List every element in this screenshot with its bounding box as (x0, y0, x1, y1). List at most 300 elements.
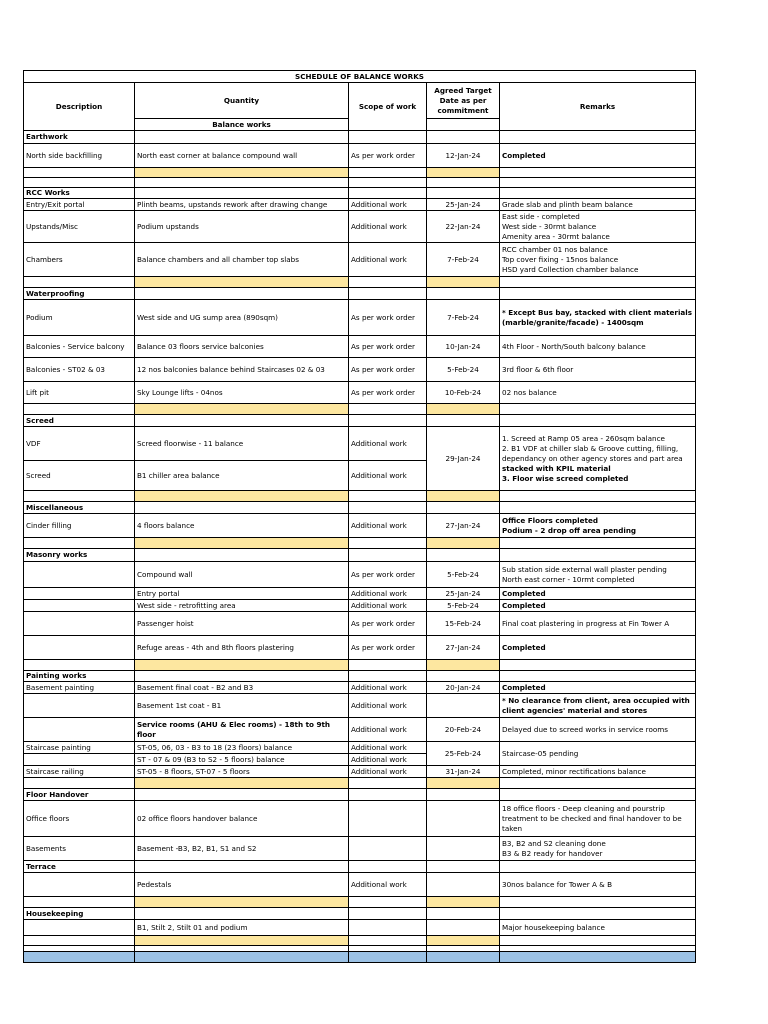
row-quantity: Basement -B3, B2, B1, S1 and S2 (135, 837, 349, 861)
highlight-spacer-row (24, 778, 696, 789)
section-row (24, 549, 696, 562)
empty-cell (135, 789, 349, 801)
row-scope (349, 920, 427, 936)
table-row (24, 766, 696, 778)
empty-cell (427, 502, 500, 514)
row-description (24, 694, 135, 718)
empty-cell (349, 404, 427, 415)
row-scope: Additional work (349, 742, 427, 754)
empty-cell (135, 404, 349, 415)
empty-cell (349, 277, 427, 288)
row-remarks (500, 766, 696, 778)
section-title: Waterproofing (24, 288, 135, 300)
row-quantity: Passenger hoist (135, 612, 349, 636)
row-description (24, 873, 135, 897)
table-row (24, 600, 696, 612)
empty-cell (500, 789, 696, 801)
empty-cell (427, 789, 500, 801)
schedule-title: SCHEDULE OF BALANCE WORKS (24, 71, 696, 83)
remark-line: RCC chamber 01 nos balance (502, 244, 608, 254)
section-title: Earthwork (24, 131, 135, 144)
remark-line: 02 nos balance (502, 387, 557, 397)
empty-cell (427, 178, 500, 188)
empty-cell (135, 952, 349, 963)
row-description: North side backfilling (24, 144, 135, 168)
row-description (24, 636, 135, 660)
row-target-date: 10-Jan-24 (427, 336, 500, 358)
remark-line: (marble/granite/facade) - 1400sqm (502, 317, 644, 327)
remark-line: HSD yard Collection chamber balance (502, 264, 639, 274)
row-quantity: 4 floors balance (135, 514, 349, 538)
row-description: Podium (24, 300, 135, 336)
row-quantity: ST - 07 & 09 (B3 to S2 - 5 floors) balance (135, 754, 349, 766)
section-row (24, 789, 696, 801)
row-quantity: North east corner at balance compound wall (135, 144, 349, 168)
row-scope: Additional work (349, 514, 427, 538)
row-description (24, 612, 135, 636)
table-row (24, 300, 696, 336)
row-target-date: 25-Jan-24 (427, 199, 500, 211)
empty-cell (135, 178, 349, 188)
table-row (24, 920, 696, 936)
remark-line: Completed (502, 642, 546, 652)
empty-cell (135, 131, 349, 144)
empty-cell (135, 778, 349, 789)
empty-cell (349, 778, 427, 789)
remark-line: Delayed due to screed works in service rooms (502, 724, 669, 734)
table-row (24, 612, 696, 636)
remark-line: * No clearance from client, area occupied with (502, 695, 690, 705)
row-description: Cinder filling (24, 514, 135, 538)
section-row (24, 288, 696, 300)
empty-cell (349, 908, 427, 920)
table-row (24, 199, 696, 211)
remark-line: B3, B2 and S2 cleaning done (502, 838, 606, 848)
empty-cell (427, 936, 500, 946)
empty-cell (427, 861, 500, 873)
schedule-table (23, 70, 696, 963)
empty-cell (500, 549, 696, 562)
remark-line: Completed (502, 600, 546, 610)
subheader-date-spacer (427, 119, 500, 131)
empty-cell (24, 936, 135, 946)
empty-cell (135, 671, 349, 682)
row-remarks (500, 336, 696, 358)
row-remarks (500, 837, 696, 861)
table-row (24, 718, 696, 742)
row-target-date: 10-Feb-24 (427, 382, 500, 404)
row-remarks (500, 588, 696, 600)
empty-cell (24, 952, 135, 963)
row-description: Entry/Exit portal (24, 199, 135, 211)
footer-band-row (24, 952, 696, 963)
table-row (24, 211, 696, 243)
row-scope: Additional work (349, 427, 427, 461)
row-scope: As per work order (349, 382, 427, 404)
empty-cell (500, 404, 696, 415)
empty-cell (427, 549, 500, 562)
row-description: Chambers (24, 243, 135, 277)
highlight-spacer-row (24, 491, 696, 502)
row-target-date: 5-Feb-24 (427, 562, 500, 588)
empty-cell (349, 861, 427, 873)
highlight-spacer-row (24, 168, 696, 178)
row-target-date: 20-Jan-24 (427, 682, 500, 694)
empty-cell (427, 778, 500, 789)
empty-cell (349, 168, 427, 178)
row-scope: Additional work (349, 694, 427, 718)
empty-cell (500, 952, 696, 963)
empty-cell (24, 404, 135, 415)
section-row (24, 671, 696, 682)
row-quantity: ST-05 - 8 floors, ST-07 - 5 floors (135, 766, 349, 778)
row-remarks (500, 358, 696, 382)
row-quantity: West side - retrofitting area (135, 600, 349, 612)
remark-line: treatment to be checked and final handover to be (502, 813, 682, 823)
table-row (24, 742, 696, 754)
empty-cell (135, 288, 349, 300)
empty-cell (135, 188, 349, 199)
empty-cell (500, 671, 696, 682)
empty-cell (500, 415, 696, 427)
empty-cell (427, 288, 500, 300)
section-row (24, 188, 696, 199)
row-target-date: 31-Jan-24 (427, 766, 500, 778)
row-scope: Additional work (349, 682, 427, 694)
row-quantity: B1, Stilt 2, Stilt 01 and podium (135, 920, 349, 936)
empty-cell (24, 778, 135, 789)
empty-cell (135, 277, 349, 288)
row-quantity: 12 nos balconies balance behind Staircases 02 & 03 (135, 358, 349, 382)
row-description (24, 588, 135, 600)
empty-cell (500, 778, 696, 789)
row-remarks (500, 801, 696, 837)
row-quantity: Basement 1st coat - B1 (135, 694, 349, 718)
section-title: Floor Handover (24, 789, 135, 801)
table-row (24, 336, 696, 358)
row-quantity: Entry portal (135, 588, 349, 600)
table-row (24, 837, 696, 861)
row-description (24, 920, 135, 936)
table-row (24, 382, 696, 404)
empty-cell (500, 861, 696, 873)
row-description: Basement painting (24, 682, 135, 694)
empty-cell (24, 660, 135, 671)
empty-cell (500, 897, 696, 908)
remark-line: dependancy on other agency stores and part area (502, 453, 683, 463)
remark-line: 30nos balance for Tower A & B (502, 879, 613, 889)
row-description (24, 562, 135, 588)
row-remarks (500, 300, 696, 336)
remark-line: client agencies' material and stores (502, 705, 648, 715)
row-scope: Additional work (349, 199, 427, 211)
empty-cell (427, 131, 500, 144)
row-target-date (427, 837, 500, 861)
row-remarks (500, 920, 696, 936)
empty-cell (500, 188, 696, 199)
row-description (24, 718, 135, 742)
empty-cell (500, 936, 696, 946)
row-remarks (500, 682, 696, 694)
empty-cell (135, 168, 349, 178)
row-quantity: Screed floorwise - 11 balance (135, 427, 349, 461)
empty-cell (135, 897, 349, 908)
table-row (24, 427, 696, 461)
header-target-date: Agreed Target Date as per commitment (427, 83, 500, 119)
row-remarks (500, 382, 696, 404)
row-quantity: West side and UG sump area (890sqm) (135, 300, 349, 336)
empty-cell (427, 660, 500, 671)
row-target-date (427, 873, 500, 897)
row-target-date: 7-Feb-24 (427, 243, 500, 277)
row-scope: Additional work (349, 461, 427, 491)
remark-line: 1. Screed at Ramp 05 area - 260sqm balance (502, 433, 665, 443)
section-title: RCC Works (24, 188, 135, 199)
empty-cell (427, 168, 500, 178)
empty-cell (24, 538, 135, 549)
row-scope: Additional work (349, 588, 427, 600)
row-description: Staircase painting (24, 742, 135, 754)
empty-cell (349, 131, 427, 144)
section-row (24, 861, 696, 873)
row-target-date: 27-Jan-24 (427, 514, 500, 538)
remark-line: * Except Bus bay, stacked with client materials (502, 307, 692, 317)
remark-line: 2. B1 VDF at chiller slab & Groove cutting, filling, (502, 443, 679, 453)
row-description: Balconies - Service balcony (24, 336, 135, 358)
table-row (24, 243, 696, 277)
row-remarks (500, 427, 696, 491)
empty-cell (427, 188, 500, 199)
row-description: Staircase railing (24, 766, 135, 778)
title-row (24, 71, 696, 83)
remark-line: Completed (502, 588, 546, 598)
section-row (24, 502, 696, 514)
empty-cell (135, 861, 349, 873)
empty-cell (135, 549, 349, 562)
remark-line: Amenity area - 30rmt balance (502, 231, 610, 241)
remark-line: West side - 30rmt balance (502, 221, 597, 231)
empty-cell (135, 660, 349, 671)
row-scope: As per work order (349, 336, 427, 358)
highlight-spacer-row (24, 897, 696, 908)
table-row (24, 636, 696, 660)
row-scope: As per work order (349, 358, 427, 382)
row-quantity: Balance 03 floors service balconies (135, 336, 349, 358)
row-scope (349, 801, 427, 837)
row-target-date (427, 694, 500, 718)
row-scope: As per work order (349, 300, 427, 336)
empty-cell (349, 415, 427, 427)
section-row (24, 131, 696, 144)
row-scope: Additional work (349, 600, 427, 612)
empty-cell (500, 908, 696, 920)
row-quantity: Service rooms (AHU & Elec rooms) - 18th to 9th floor (135, 718, 349, 742)
empty-cell (427, 538, 500, 549)
row-target-date: 20-Feb-24 (427, 718, 500, 742)
table-row (24, 588, 696, 600)
subheader-balance-works: Balance works (135, 119, 349, 131)
section-title: Miscellaneous (24, 502, 135, 514)
row-remarks (500, 873, 696, 897)
row-remarks (500, 600, 696, 612)
empty-cell (500, 538, 696, 549)
empty-cell (427, 415, 500, 427)
empty-cell (427, 952, 500, 963)
row-quantity: Refuge areas - 4th and 8th floors plastering (135, 636, 349, 660)
table-row (24, 873, 696, 897)
empty-cell (349, 502, 427, 514)
blank-row (24, 178, 696, 188)
row-target-date: 5-Feb-24 (427, 358, 500, 382)
row-remarks (500, 636, 696, 660)
row-target-date: 12-Jan-24 (427, 144, 500, 168)
table-row (24, 144, 696, 168)
remark-line: Completed (502, 150, 546, 160)
row-scope: As per work order (349, 144, 427, 168)
row-description: Lift pit (24, 382, 135, 404)
header-quantity: Quantity (135, 83, 349, 119)
row-quantity: 02 office floors handover balance (135, 801, 349, 837)
section-title: Terrace (24, 861, 135, 873)
empty-cell (349, 952, 427, 963)
row-description: Office floors (24, 801, 135, 837)
row-remarks (500, 144, 696, 168)
row-scope (349, 837, 427, 861)
row-scope: Additional work (349, 211, 427, 243)
empty-cell (349, 178, 427, 188)
highlight-spacer-row (24, 404, 696, 415)
empty-cell (500, 502, 696, 514)
row-remarks (500, 694, 696, 718)
remark-line: Podium - 2 drop off area pending (502, 525, 637, 535)
row-scope: Additional work (349, 718, 427, 742)
empty-cell (500, 277, 696, 288)
remark-line: Top cover fixing - 15nos balance (502, 254, 619, 264)
empty-cell (427, 404, 500, 415)
empty-cell (427, 671, 500, 682)
row-target-date: 7-Feb-24 (427, 300, 500, 336)
row-description (24, 754, 135, 766)
row-target-date: 25-Jan-24 (427, 588, 500, 600)
row-remarks (500, 562, 696, 588)
row-quantity: Plinth beams, upstands rework after drawing change (135, 199, 349, 211)
row-description (24, 600, 135, 612)
table-row (24, 682, 696, 694)
row-remarks (500, 742, 696, 766)
empty-cell (427, 277, 500, 288)
empty-cell (349, 936, 427, 946)
row-quantity: B1 chiller area balance (135, 461, 349, 491)
empty-cell (349, 897, 427, 908)
highlight-spacer-row (24, 660, 696, 671)
section-row (24, 415, 696, 427)
table-row (24, 694, 696, 718)
row-target-date: 25-Feb-24 (427, 742, 500, 766)
empty-cell (349, 549, 427, 562)
row-scope: As per work order (349, 612, 427, 636)
table-row (24, 514, 696, 538)
empty-cell (427, 897, 500, 908)
empty-cell (135, 502, 349, 514)
remark-line: B3 & B2 ready for handover (502, 848, 603, 858)
row-description: Balconies - ST02 & 03 (24, 358, 135, 382)
remark-line: 4th Floor - North/South balcony balance (502, 341, 646, 351)
row-scope: Additional work (349, 754, 427, 766)
section-title: Masonry works (24, 549, 135, 562)
remark-line: Staircase-05 pending (502, 748, 579, 758)
table-row (24, 358, 696, 382)
remark-line: Completed, minor rectifications balance (502, 766, 646, 776)
empty-cell (24, 897, 135, 908)
row-scope: Additional work (349, 873, 427, 897)
empty-cell (427, 908, 500, 920)
section-title: Housekeeping (24, 908, 135, 920)
row-target-date (427, 801, 500, 837)
row-remarks (500, 199, 696, 211)
empty-cell (24, 168, 135, 178)
remark-line: Major housekeeping balance (502, 922, 605, 932)
empty-cell (349, 288, 427, 300)
header-description: Description (24, 83, 135, 131)
row-quantity: Basement final coat - B2 and B3 (135, 682, 349, 694)
row-remarks (500, 612, 696, 636)
remark-line: taken (502, 823, 523, 833)
remark-line: 3rd floor & 6th floor (502, 364, 574, 374)
row-description: Screed (24, 461, 135, 491)
empty-cell (24, 491, 135, 502)
empty-cell (500, 131, 696, 144)
row-scope: As per work order (349, 636, 427, 660)
remark-line: Sub station side external wall plaster pending (502, 564, 667, 574)
row-target-date: 15-Feb-24 (427, 612, 500, 636)
row-quantity: Pedestals (135, 873, 349, 897)
empty-cell (500, 660, 696, 671)
empty-cell (349, 660, 427, 671)
row-description: Upstands/Misc (24, 211, 135, 243)
row-scope: As per work order (349, 562, 427, 588)
row-quantity: Sky Lounge lifts - 04nos (135, 382, 349, 404)
remark-line: stacked with KPIL material (502, 463, 611, 473)
empty-cell (349, 671, 427, 682)
empty-cell (24, 277, 135, 288)
highlight-spacer-row (24, 277, 696, 288)
section-title: Screed (24, 415, 135, 427)
row-target-date (427, 920, 500, 936)
remark-line: Grade slab and plinth beam balance (502, 199, 633, 209)
empty-cell (135, 908, 349, 920)
row-remarks (500, 718, 696, 742)
row-remarks (500, 211, 696, 243)
row-scope: Additional work (349, 243, 427, 277)
empty-cell (500, 178, 696, 188)
remark-line: 3. Floor wise screed completed (502, 473, 629, 483)
remark-line: Office Floors completed (502, 515, 598, 525)
section-row (24, 908, 696, 920)
row-quantity: Podium upstands (135, 211, 349, 243)
row-description: VDF (24, 427, 135, 461)
empty-cell (349, 491, 427, 502)
empty-cell (135, 538, 349, 549)
empty-cell (500, 491, 696, 502)
row-quantity: Balance chambers and all chamber top slabs (135, 243, 349, 277)
row-scope: Additional work (349, 766, 427, 778)
remark-line: Completed (502, 682, 546, 692)
empty-cell (500, 288, 696, 300)
highlight-spacer-row (24, 936, 696, 946)
row-quantity: Compound wall (135, 562, 349, 588)
row-remarks (500, 514, 696, 538)
remark-line: North east corner - 10rmt completed (502, 574, 635, 584)
